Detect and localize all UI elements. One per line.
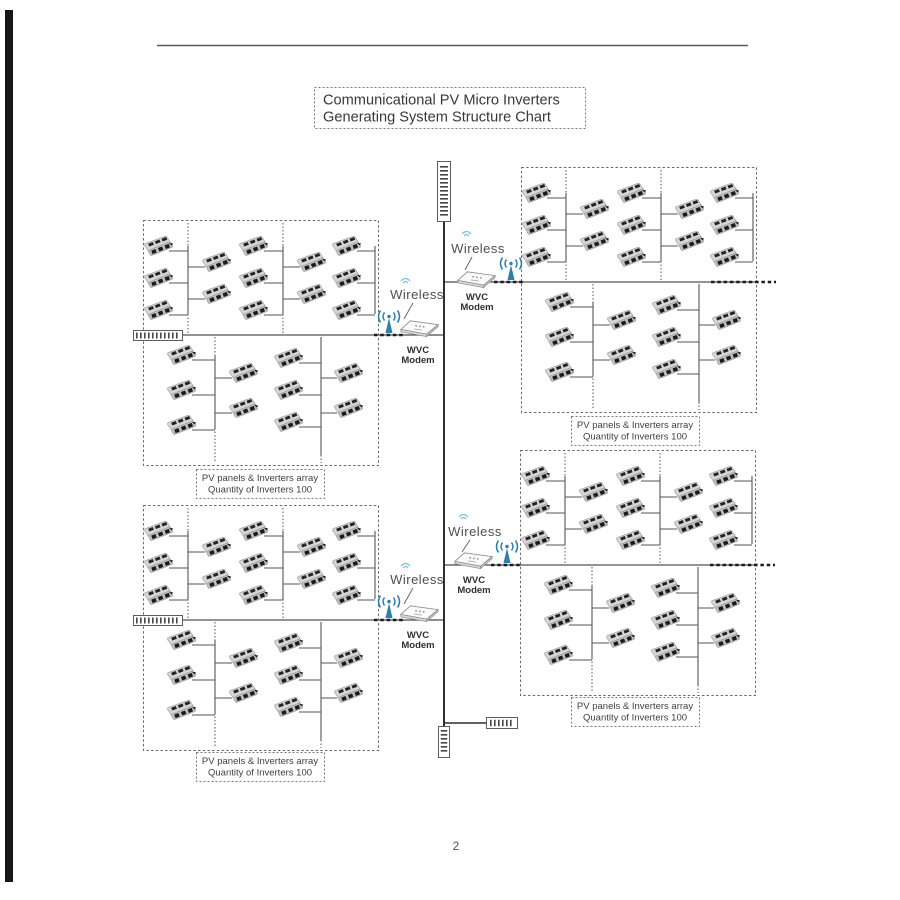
wireless-label: Wireless xyxy=(390,287,444,302)
wifi-icon xyxy=(401,564,410,569)
pv-array-lower-right xyxy=(520,451,756,696)
caption-line-2: Quantity of Inverters 100 xyxy=(582,431,688,443)
array-caption-upper-left xyxy=(197,470,325,499)
caption-line-2: Quantity of Inverters 100 xyxy=(207,767,313,779)
modem-label-line-1: WVC xyxy=(462,575,486,586)
array-caption-upper-right xyxy=(572,417,700,446)
modem-label-line-2: Modem xyxy=(401,355,435,366)
wvc-modem-icon xyxy=(458,272,495,288)
wireless-label: Wireless xyxy=(390,572,444,587)
modem-label-line-2: Modem xyxy=(457,585,491,596)
wvc-modem-icon xyxy=(401,606,438,622)
label-leader-line xyxy=(404,588,413,604)
title-line-2: Generating System Structure Chart xyxy=(323,109,551,126)
caption-line-1: PV panels & Inverters array xyxy=(201,473,319,484)
caption-line-2: Quantity of Inverters 100 xyxy=(582,712,688,724)
label-leader-line xyxy=(404,303,413,319)
antenna-icon xyxy=(497,541,518,564)
cable-marker-lower-left xyxy=(134,616,183,626)
cable-marker-upper-left xyxy=(134,331,183,341)
antenna-icon xyxy=(501,258,522,281)
wvc-modem-icon xyxy=(455,553,492,569)
pv-array-upper-left xyxy=(143,221,379,466)
wifi-icon xyxy=(462,232,471,237)
antenna-icon xyxy=(379,596,400,619)
pv-array-lower-left xyxy=(143,506,379,751)
pv-array-upper-right xyxy=(521,168,757,413)
bus-top-terminal xyxy=(438,162,451,222)
modem-label-line-1: WVC xyxy=(465,292,489,303)
title-box xyxy=(315,88,586,129)
wvc-modem-icon xyxy=(401,321,438,337)
caption-line-1: PV panels & Inverters array xyxy=(576,701,694,712)
wireless-modem-lower-left xyxy=(374,564,444,652)
wireless-modem-lower-right xyxy=(448,515,521,597)
caption-line-1: PV panels & Inverters array xyxy=(201,756,319,767)
array-caption-lower-right xyxy=(572,698,700,727)
bus-bottom-terminal xyxy=(439,727,450,758)
wireless-label: Wireless xyxy=(448,524,502,539)
array-caption-lower-left xyxy=(197,753,325,782)
wireless-label: Wireless xyxy=(451,241,505,256)
label-leader-line xyxy=(462,540,470,552)
wireless-modem-upper-right xyxy=(451,232,523,314)
title-line-1: Communicational PV Micro Inverters xyxy=(323,92,560,109)
wifi-icon xyxy=(401,279,410,284)
label-leader-line xyxy=(465,257,472,270)
antenna-icon xyxy=(379,311,400,334)
modem-label-line-1: WVC xyxy=(406,630,430,641)
wifi-icon xyxy=(459,515,468,520)
modem-label-line-2: Modem xyxy=(401,640,435,651)
page-number: 2 xyxy=(452,839,460,853)
bus-branch-cable-marker xyxy=(487,718,518,729)
modem-label-line-1: WVC xyxy=(406,345,430,356)
caption-line-2: Quantity of Inverters 100 xyxy=(207,484,313,496)
modem-label-line-2: Modem xyxy=(460,302,494,313)
wireless-modem-upper-left xyxy=(374,279,444,367)
caption-line-1: PV panels & Inverters array xyxy=(576,420,694,431)
